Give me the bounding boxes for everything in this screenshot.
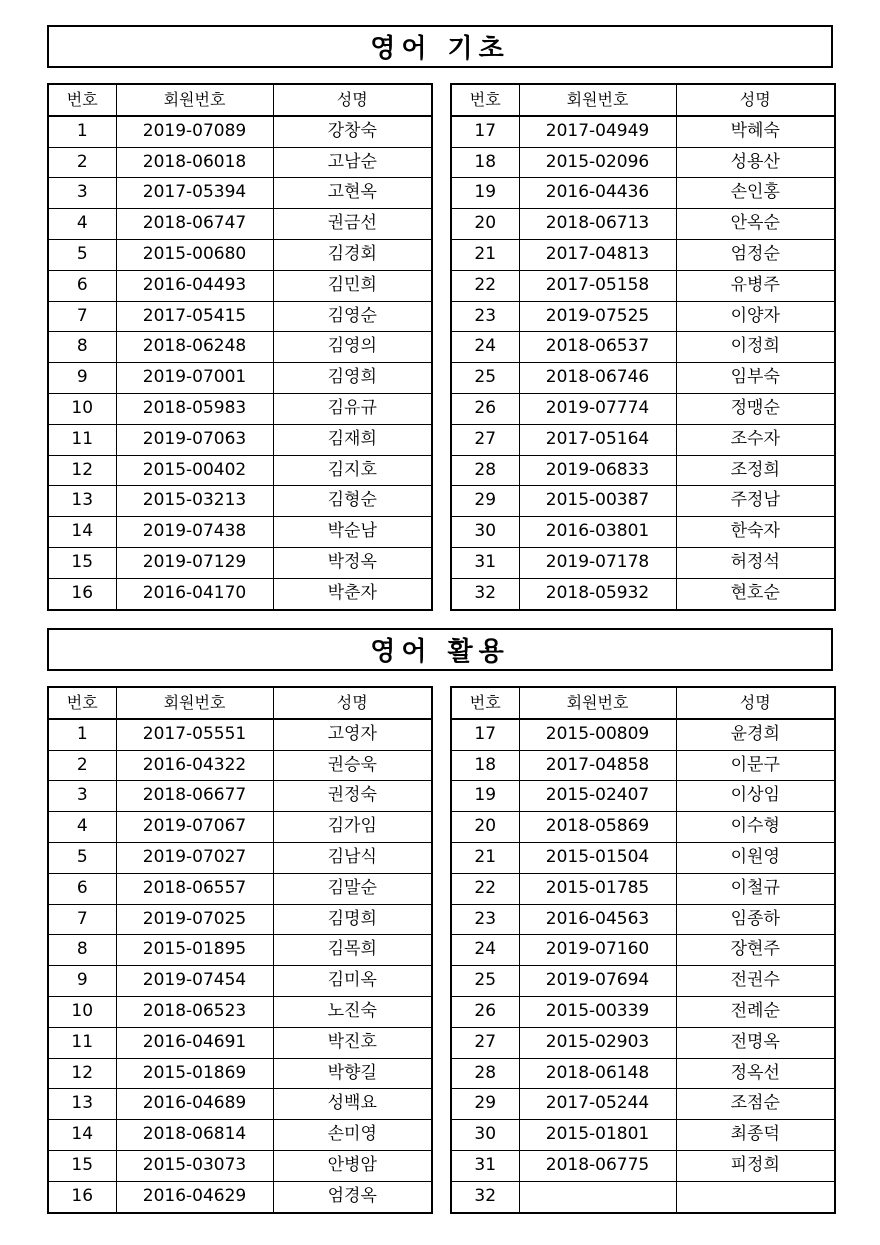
cell-member-id: 2015-00402 — [116, 455, 273, 486]
table-row — [48, 1150, 432, 1181]
cell-no: 16 — [48, 1181, 116, 1212]
table-row — [48, 966, 432, 997]
cell-name: 김유규 — [273, 393, 432, 424]
cell-member-id: 2019-07129 — [116, 547, 273, 578]
header-name: 성명 — [676, 84, 835, 116]
table-row — [48, 1181, 432, 1212]
cell-no: 15 — [48, 1150, 116, 1181]
cell-member-id: 2019-07774 — [519, 393, 676, 424]
cell-name: 임종하 — [676, 904, 835, 935]
cell-name: 조정희 — [676, 455, 835, 486]
cell-no: 3 — [48, 781, 116, 812]
cell-member-id: 2016-03801 — [519, 517, 676, 548]
cell-no: 1 — [48, 116, 116, 147]
header-name: 성명 — [273, 84, 432, 116]
cell-no: 21 — [451, 239, 519, 270]
table-row — [48, 1089, 432, 1120]
cell-no: 11 — [48, 424, 116, 455]
cell-no: 21 — [451, 842, 519, 873]
cell-name: 현호순 — [676, 578, 835, 609]
cell-no: 26 — [451, 996, 519, 1027]
cell-no: 7 — [48, 904, 116, 935]
table-row — [48, 116, 432, 147]
cell-name: 고남순 — [273, 147, 432, 178]
cell-no: 18 — [451, 147, 519, 178]
cell-no: 29 — [451, 486, 519, 517]
table-row — [451, 1120, 835, 1151]
table-row — [48, 547, 432, 578]
cell-member-id: 2017-05394 — [116, 178, 273, 209]
table-row — [451, 1058, 835, 1089]
cell-no: 3 — [48, 178, 116, 209]
header-no: 번호 — [451, 687, 519, 719]
table-row — [451, 393, 835, 424]
table-row — [48, 393, 432, 424]
cell-member-id: 2016-04436 — [519, 178, 676, 209]
table-row — [451, 424, 835, 455]
cell-member-id: 2019-07525 — [519, 301, 676, 332]
header-no: 번호 — [48, 84, 116, 116]
roster-table-applied-left — [47, 686, 433, 1214]
cell-member-id: 2018-06713 — [519, 209, 676, 240]
cell-name: 장현주 — [676, 935, 835, 966]
cell-name: 안옥순 — [676, 209, 835, 240]
cell-name: 김남식 — [273, 842, 432, 873]
cell-no: 12 — [48, 1058, 116, 1089]
cell-name: 김재희 — [273, 424, 432, 455]
cell-member-id: 2017-05164 — [519, 424, 676, 455]
table-row — [48, 147, 432, 178]
cell-name: 이문구 — [676, 750, 835, 781]
cell-name: 유병주 — [676, 270, 835, 301]
cell-member-id: 2015-00809 — [519, 719, 676, 750]
cell-name: 이철규 — [676, 873, 835, 904]
cell-member-id: 2017-05415 — [116, 301, 273, 332]
table-row — [451, 486, 835, 517]
cell-no: 32 — [451, 1181, 519, 1212]
table-row — [48, 719, 432, 750]
section-title-applied: 영어 활용 — [47, 628, 833, 671]
cell-member-id: 2019-06833 — [519, 455, 676, 486]
table-row — [451, 147, 835, 178]
cell-name: 김지호 — [273, 455, 432, 486]
cell-name: 고영자 — [273, 719, 432, 750]
cell-member-id: 2016-04493 — [116, 270, 273, 301]
cell-member-id: 2019-07089 — [116, 116, 273, 147]
cell-name: 이양자 — [676, 301, 835, 332]
table-row — [451, 209, 835, 240]
cell-member-id: 2019-07694 — [519, 966, 676, 997]
cell-name: 김가임 — [273, 812, 432, 843]
cell-name: 안병암 — [273, 1150, 432, 1181]
header-no: 번호 — [451, 84, 519, 116]
cell-member-id: 2019-07178 — [519, 547, 676, 578]
cell-member-id: 2018-06248 — [116, 332, 273, 363]
table-row — [48, 904, 432, 935]
cell-member-id: 2015-02903 — [519, 1027, 676, 1058]
cell-no: 30 — [451, 517, 519, 548]
cell-no: 5 — [48, 239, 116, 270]
cell-no: 22 — [451, 270, 519, 301]
cell-member-id: 2018-06523 — [116, 996, 273, 1027]
cell-no: 15 — [48, 547, 116, 578]
cell-member-id: 2015-02407 — [519, 781, 676, 812]
cell-no: 5 — [48, 842, 116, 873]
cell-member-id: 2016-04629 — [116, 1181, 273, 1212]
cell-no: 9 — [48, 966, 116, 997]
cell-name: 이상임 — [676, 781, 835, 812]
cell-member-id: 2015-01869 — [116, 1058, 273, 1089]
table-row — [48, 578, 432, 609]
table-row — [48, 363, 432, 394]
cell-member-id: 2015-03073 — [116, 1150, 273, 1181]
cell-member-id: 2017-04813 — [519, 239, 676, 270]
cell-name: 박순남 — [273, 517, 432, 548]
cell-no: 2 — [48, 147, 116, 178]
cell-name: 고현옥 — [273, 178, 432, 209]
cell-name: 주정남 — [676, 486, 835, 517]
header-member-id: 회원번호 — [519, 84, 676, 116]
cell-member-id: 2018-06677 — [116, 781, 273, 812]
cell-no: 18 — [451, 750, 519, 781]
cell-no: 25 — [451, 363, 519, 394]
cell-member-id: 2019-07001 — [116, 363, 273, 394]
cell-member-id: 2019-07025 — [116, 904, 273, 935]
cell-name: 김민희 — [273, 270, 432, 301]
cell-no: 10 — [48, 393, 116, 424]
table-row — [451, 455, 835, 486]
cell-name: 김형순 — [273, 486, 432, 517]
cell-no: 31 — [451, 1150, 519, 1181]
cell-name: 최종덕 — [676, 1120, 835, 1151]
table-row — [48, 209, 432, 240]
cell-member-id: 2019-07063 — [116, 424, 273, 455]
table-row — [451, 1027, 835, 1058]
cell-no: 23 — [451, 301, 519, 332]
cell-member-id: 2015-00680 — [116, 239, 273, 270]
cell-name: 윤경희 — [676, 719, 835, 750]
cell-member-id: 2018-06775 — [519, 1150, 676, 1181]
cell-member-id: 2019-07160 — [519, 935, 676, 966]
cell-name: 전명옥 — [676, 1027, 835, 1058]
cell-no: 29 — [451, 1089, 519, 1120]
cell-member-id: 2015-00387 — [519, 486, 676, 517]
header-member-id: 회원번호 — [519, 687, 676, 719]
header-no: 번호 — [48, 687, 116, 719]
cell-name: 박진호 — [273, 1027, 432, 1058]
cell-member-id: 2019-07027 — [116, 842, 273, 873]
cell-no: 1 — [48, 719, 116, 750]
cell-no: 19 — [451, 781, 519, 812]
cell-name: 김영의 — [273, 332, 432, 363]
cell-no: 23 — [451, 904, 519, 935]
cell-member-id: 2017-05158 — [519, 270, 676, 301]
cell-no: 31 — [451, 547, 519, 578]
cell-name: 강창숙 — [273, 116, 432, 147]
cell-no: 28 — [451, 455, 519, 486]
table-row — [48, 239, 432, 270]
cell-no: 2 — [48, 750, 116, 781]
cell-member-id: 2015-01895 — [116, 935, 273, 966]
table-row — [451, 966, 835, 997]
cell-name: 전권수 — [676, 966, 835, 997]
cell-member-id: 2015-00339 — [519, 996, 676, 1027]
table-row — [451, 842, 835, 873]
table-row — [48, 301, 432, 332]
cell-name — [676, 1181, 835, 1212]
cell-member-id: 2018-05983 — [116, 393, 273, 424]
table-row — [451, 301, 835, 332]
cell-no: 4 — [48, 812, 116, 843]
cell-name: 임부숙 — [676, 363, 835, 394]
cell-no: 9 — [48, 363, 116, 394]
cell-name: 권금선 — [273, 209, 432, 240]
cell-no: 27 — [451, 424, 519, 455]
table-row — [48, 178, 432, 209]
cell-no: 17 — [451, 719, 519, 750]
cell-member-id: 2018-06537 — [519, 332, 676, 363]
cell-name: 손인홍 — [676, 178, 835, 209]
cell-name: 박혜숙 — [676, 116, 835, 147]
cell-no: 13 — [48, 486, 116, 517]
table-row — [48, 996, 432, 1027]
table-row — [48, 842, 432, 873]
cell-name: 김영희 — [273, 363, 432, 394]
cell-member-id: 2015-01785 — [519, 873, 676, 904]
table-row — [451, 1089, 835, 1120]
cell-no: 12 — [48, 455, 116, 486]
cell-no: 30 — [451, 1120, 519, 1151]
cell-name: 전례순 — [676, 996, 835, 1027]
cell-name: 허정석 — [676, 547, 835, 578]
cell-member-id: 2019-07067 — [116, 812, 273, 843]
table-row — [451, 178, 835, 209]
cell-name: 이정희 — [676, 332, 835, 363]
table-row — [451, 781, 835, 812]
cell-no: 24 — [451, 332, 519, 363]
table-row — [48, 812, 432, 843]
cell-member-id: 2018-06018 — [116, 147, 273, 178]
table-row — [48, 270, 432, 301]
cell-member-id: 2019-07454 — [116, 966, 273, 997]
cell-member-id — [519, 1181, 676, 1212]
cell-name: 김영순 — [273, 301, 432, 332]
cell-name: 김경회 — [273, 239, 432, 270]
cell-member-id: 2015-01504 — [519, 842, 676, 873]
cell-name: 박향길 — [273, 1058, 432, 1089]
cell-no: 27 — [451, 1027, 519, 1058]
table-row — [451, 1150, 835, 1181]
table-row — [451, 270, 835, 301]
cell-name: 정맹순 — [676, 393, 835, 424]
table-row — [48, 424, 432, 455]
cell-no: 7 — [48, 301, 116, 332]
cell-name: 조수자 — [676, 424, 835, 455]
cell-no: 32 — [451, 578, 519, 609]
table-row — [48, 1058, 432, 1089]
cell-no: 14 — [48, 1120, 116, 1151]
cell-name: 피정희 — [676, 1150, 835, 1181]
table-row — [451, 996, 835, 1027]
table-row — [451, 812, 835, 843]
cell-name: 성백요 — [273, 1089, 432, 1120]
table-row — [48, 1027, 432, 1058]
cell-member-id: 2017-04858 — [519, 750, 676, 781]
cell-member-id: 2016-04691 — [116, 1027, 273, 1058]
table-row — [451, 116, 835, 147]
header-name: 성명 — [676, 687, 835, 719]
cell-member-id: 2018-06814 — [116, 1120, 273, 1151]
cell-name: 이원영 — [676, 842, 835, 873]
cell-no: 6 — [48, 270, 116, 301]
cell-no: 22 — [451, 873, 519, 904]
table-row — [48, 750, 432, 781]
table-row — [451, 332, 835, 363]
cell-name: 엄정순 — [676, 239, 835, 270]
cell-member-id: 2018-06747 — [116, 209, 273, 240]
cell-name: 노진숙 — [273, 996, 432, 1027]
cell-no: 28 — [451, 1058, 519, 1089]
cell-no: 25 — [451, 966, 519, 997]
cell-member-id: 2017-04949 — [519, 116, 676, 147]
cell-member-id: 2016-04322 — [116, 750, 273, 781]
header-name: 성명 — [273, 687, 432, 719]
table-row — [451, 935, 835, 966]
cell-no: 4 — [48, 209, 116, 240]
cell-no: 13 — [48, 1089, 116, 1120]
cell-member-id: 2015-02096 — [519, 147, 676, 178]
cell-name: 박정옥 — [273, 547, 432, 578]
cell-no: 8 — [48, 332, 116, 363]
table-row — [451, 750, 835, 781]
section-title-basic: 영어 기초 — [47, 25, 833, 68]
cell-name: 엄경옥 — [273, 1181, 432, 1212]
cell-name: 김목희 — [273, 935, 432, 966]
cell-no: 24 — [451, 935, 519, 966]
table-row — [48, 455, 432, 486]
cell-member-id: 2016-04689 — [116, 1089, 273, 1120]
table-row — [48, 332, 432, 363]
cell-name: 이수형 — [676, 812, 835, 843]
cell-member-id: 2018-06148 — [519, 1058, 676, 1089]
cell-no: 26 — [451, 393, 519, 424]
cell-member-id: 2016-04563 — [519, 904, 676, 935]
table-row — [451, 578, 835, 609]
cell-name: 김명희 — [273, 904, 432, 935]
table-row — [451, 904, 835, 935]
cell-member-id: 2016-04170 — [116, 578, 273, 609]
header-member-id: 회원번호 — [116, 84, 273, 116]
cell-no: 20 — [451, 209, 519, 240]
table-row — [451, 873, 835, 904]
cell-name: 손미영 — [273, 1120, 432, 1151]
cell-member-id: 2017-05244 — [519, 1089, 676, 1120]
table-row — [48, 935, 432, 966]
cell-name: 박춘자 — [273, 578, 432, 609]
cell-name: 김말순 — [273, 873, 432, 904]
table-row — [48, 1120, 432, 1151]
cell-no: 8 — [48, 935, 116, 966]
cell-no: 20 — [451, 812, 519, 843]
cell-member-id: 2019-07438 — [116, 517, 273, 548]
roster-table-basic-left — [47, 83, 433, 611]
roster-table-basic-right — [450, 83, 836, 611]
cell-member-id: 2018-06557 — [116, 873, 273, 904]
cell-name: 권승욱 — [273, 750, 432, 781]
roster-table-applied-right — [450, 686, 836, 1214]
table-row — [48, 486, 432, 517]
cell-name: 성용산 — [676, 147, 835, 178]
cell-member-id: 2015-01801 — [519, 1120, 676, 1151]
cell-no: 14 — [48, 517, 116, 548]
cell-name: 조점순 — [676, 1089, 835, 1120]
cell-member-id: 2018-05869 — [519, 812, 676, 843]
cell-name: 한숙자 — [676, 517, 835, 548]
cell-member-id: 2018-05932 — [519, 578, 676, 609]
cell-no: 11 — [48, 1027, 116, 1058]
cell-name: 정옥선 — [676, 1058, 835, 1089]
table-row — [451, 239, 835, 270]
cell-no: 6 — [48, 873, 116, 904]
header-member-id: 회원번호 — [116, 687, 273, 719]
cell-member-id: 2018-06746 — [519, 363, 676, 394]
cell-member-id: 2015-03213 — [116, 486, 273, 517]
cell-no: 10 — [48, 996, 116, 1027]
table-row — [451, 1181, 835, 1212]
cell-name: 권정숙 — [273, 781, 432, 812]
cell-name: 김미옥 — [273, 966, 432, 997]
cell-no: 19 — [451, 178, 519, 209]
cell-no: 16 — [48, 578, 116, 609]
cell-no: 17 — [451, 116, 519, 147]
table-row — [48, 873, 432, 904]
table-row — [451, 719, 835, 750]
table-row — [451, 363, 835, 394]
table-row — [48, 781, 432, 812]
table-row — [48, 517, 432, 548]
table-row — [451, 547, 835, 578]
table-row — [451, 517, 835, 548]
cell-member-id: 2017-05551 — [116, 719, 273, 750]
